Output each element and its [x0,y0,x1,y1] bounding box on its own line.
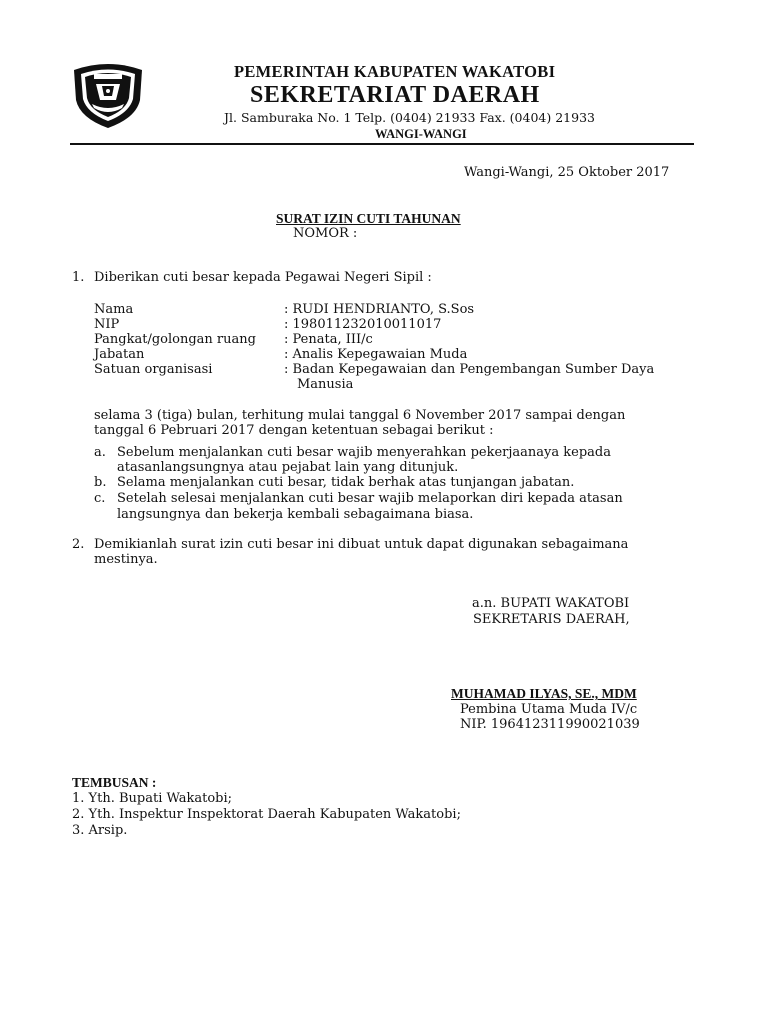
field-value: : Analis Kepegawaian Muda [284,347,468,362]
field-value-continued: Manusia [297,377,354,392]
field-label: Jabatan [94,347,145,362]
field-label: Nama [94,302,134,317]
field-value: : RUDI HENDRIANTO, S.Sos [284,302,475,317]
condition-text: Selama menjalankan cuti besar, tidak berhak atas tunjangan jabatan. [117,475,575,490]
condition-letter: b. [94,475,107,490]
condition-text: Setelah selesai menjalankan cuti besar wajib melaporkan diri kepada atasan [117,491,623,506]
closing-text: Demikianlah surat izin cuti besar ini dibuat untuk dapat digunakan sebagaimana [94,537,629,552]
condition-text: langsungnya dan bekerja kembali sebagaimana biasa. [117,507,474,522]
field-value: : 198011232010011017 [284,317,442,332]
point-number: 1. [72,270,85,285]
header-city: WANGI-WANGI [375,127,467,141]
period-line: tanggal 6 Pebruari 2017 dengan ketentuan sebagai berikut : [94,423,494,438]
field-label: Satuan organisasi [94,362,213,377]
header-government: PEMERINTAH KABUPATEN WAKATOBI [234,62,556,81]
point1-intro: Diberikan cuti besar kepada Pegawai Negeri Sipil : [94,270,432,285]
letter-date: Wangi-Wangi, 25 Oktober 2017 [464,165,670,180]
condition-text: atasanlangsungnya atau pejabat lain yang ditunjuk. [117,460,459,475]
cc-item: 1. Yth. Bupati Wakatobi; [72,791,233,806]
signatory-name: MUHAMAD ILYAS, SE., MDM [451,686,637,701]
signature-office: SEKRETARIS DAERAH, [473,612,630,627]
period-line: selama 3 (tiga) bulan, terhitung mulai tanggal 6 November 2017 sampai dengan [94,408,626,423]
field-value: : Penata, III/c [284,332,373,347]
condition-letter: c. [94,491,106,506]
field-label: Pangkat/golongan ruang [94,332,256,347]
condition-text: Sebelum menjalankan cuti besar wajib menyerahkan pekerjaanaya kepada [117,445,611,460]
cc-item: 2. Yth. Inspektur Inspektorat Daerah Kabupaten Wakatobi; [72,807,461,822]
condition-letter: a. [94,445,106,460]
letter-title: SURAT IZIN CUTI TAHUNAN [276,211,461,226]
closing-text: mestinya. [94,552,158,567]
field-value: : Badan Kepegawaian dan Pengembangan Sumber Daya [284,362,655,377]
signatory-rank: Pembina Utama Muda IV/c [460,702,638,717]
signatory-nip: NIP. 196412311990021039 [460,717,640,732]
letter-number: NOMOR : [293,226,358,241]
header-secretariat: SEKRETARIAT DAERAH [250,82,540,108]
cc-item: 3. Arsip. [72,823,128,838]
point-number: 2. [72,537,85,552]
cc-heading: TEMBUSAN : [72,775,157,790]
regency-emblem [66,60,150,130]
header-address: Jl. Samburaka No. 1 Telp. (0404) 21933 Fax. (0404) 21933 [224,110,595,125]
field-label: NIP [94,317,120,332]
header-divider [70,143,694,145]
signature-on-behalf: a.n. BUPATI WAKATOBI [472,596,630,611]
